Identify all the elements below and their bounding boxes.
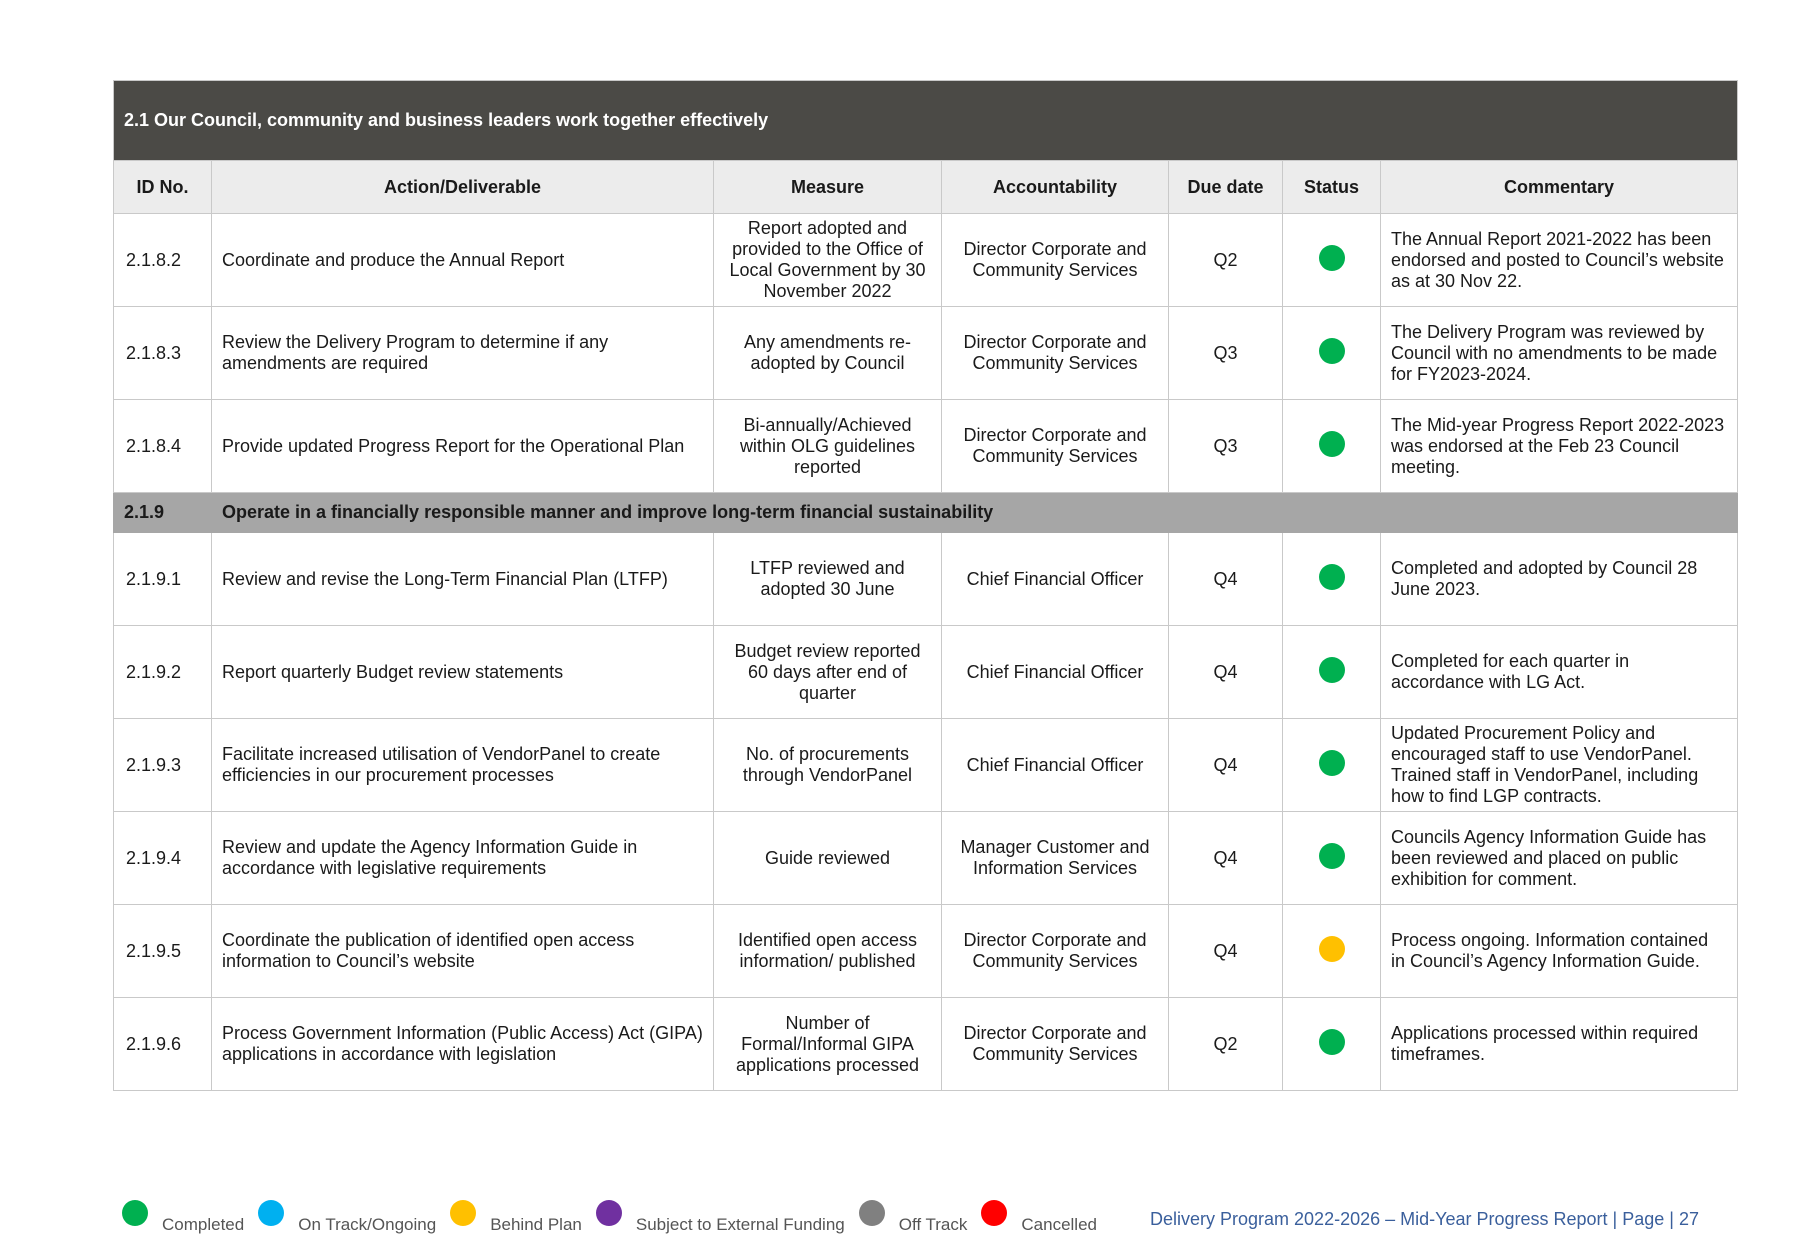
- cell-id: 2.1.8.2: [114, 214, 212, 307]
- section-id: 2.1.9: [114, 493, 212, 533]
- cell-id: 2.1.8.3: [114, 307, 212, 400]
- cell-action: Review and update the Agency Information Guide in accordance with legislative requirements: [212, 812, 714, 905]
- cell-accountability: Chief Financial Officer: [942, 719, 1169, 812]
- cell-measure: No. of procurements through VendorPanel: [714, 719, 942, 812]
- cell-measure: Report adopted and provided to the Office of Local Government by 30 November 2022: [714, 214, 942, 307]
- cell-commentary: Councils Agency Information Guide has been reviewed and placed on public exhibition for comment.: [1381, 812, 1738, 905]
- cell-due-date: Q4: [1169, 905, 1283, 998]
- cell-measure: Identified open access information/ published: [714, 905, 942, 998]
- cell-action: Report quarterly Budget review statements: [212, 626, 714, 719]
- status-dot-icon: [1319, 843, 1345, 869]
- cell-accountability: Chief Financial Officer: [942, 533, 1169, 626]
- legend-label: Behind Plan: [490, 1215, 582, 1234]
- table-row: [114, 626, 1738, 719]
- cell-accountability: Director Corporate and Community Services: [942, 998, 1169, 1091]
- cell-due-date: Q3: [1169, 307, 1283, 400]
- cell-commentary: Completed for each quarter in accordance with LG Act.: [1381, 626, 1738, 719]
- cell-id: 2.1.9.6: [114, 998, 212, 1091]
- progress-table: [113, 80, 1738, 1091]
- cell-action: Coordinate and produce the Annual Report: [212, 214, 714, 307]
- table-header-row: [114, 161, 1738, 214]
- cell-measure: Any amendments re-adopted by Council: [714, 307, 942, 400]
- legend-label: Subject to External Funding: [635, 1215, 845, 1234]
- cell-action: Facilitate increased utilisation of VendorPanel to create efficiencies in our procurement processes: [212, 719, 714, 812]
- cell-status: [1283, 214, 1381, 307]
- cell-due-date: Q2: [1169, 998, 1283, 1091]
- legend-dot-icon: [258, 1200, 284, 1226]
- status-dot-icon: [1319, 431, 1345, 457]
- cell-measure: Guide reviewed: [714, 812, 942, 905]
- cell-accountability: Director Corporate and Community Services: [942, 214, 1169, 307]
- cell-action: Review and revise the Long-Term Financial Plan (LTFP): [212, 533, 714, 626]
- cell-accountability: Director Corporate and Community Services: [942, 905, 1169, 998]
- cell-due-date: Q4: [1169, 719, 1283, 812]
- table-row: [114, 400, 1738, 493]
- cell-id: 2.1.8.4: [114, 400, 212, 493]
- cell-due-date: Q4: [1169, 533, 1283, 626]
- status-dot-icon: [1319, 1029, 1345, 1055]
- status-dot-icon: [1319, 338, 1345, 364]
- cell-commentary: The Delivery Program was reviewed by Council with no amendments to be made for FY2023-2024.: [1381, 307, 1738, 400]
- cell-due-date: Q4: [1169, 626, 1283, 719]
- rows-group-2-1-9: [114, 533, 1738, 1091]
- table-row: [114, 905, 1738, 998]
- cell-measure: Number of Formal/Informal GIPA applications processed: [714, 998, 942, 1091]
- cell-status: [1283, 905, 1381, 998]
- legend-dot-icon: [859, 1200, 885, 1226]
- cell-status: [1283, 400, 1381, 493]
- header-commentary: Commentary: [1381, 161, 1738, 214]
- legend-dot-icon: [981, 1200, 1007, 1226]
- header-accountability: Accountability: [942, 161, 1169, 214]
- cell-status: [1283, 998, 1381, 1091]
- cell-status: [1283, 307, 1381, 400]
- status-dot-icon: [1319, 657, 1345, 683]
- cell-action: Coordinate the publication of identified open access information to Council’s website: [212, 905, 714, 998]
- table-row: [114, 214, 1738, 307]
- legend-label: Cancelled: [1021, 1215, 1097, 1234]
- table-row: [114, 812, 1738, 905]
- legend-dot-icon: [450, 1200, 476, 1226]
- cell-id: 2.1.9.5: [114, 905, 212, 998]
- cell-id: 2.1.9.2: [114, 626, 212, 719]
- cell-measure: Budget review reported 60 days after end of quarter: [714, 626, 942, 719]
- page-footer: Delivery Program 2022-2026 – Mid-Year Progress Report | Page | 27: [1150, 1209, 1699, 1229]
- cell-action: Provide updated Progress Report for the Operational Plan: [212, 400, 714, 493]
- cell-action: Review the Delivery Program to determine if any amendments are required: [212, 307, 714, 400]
- legend-item: [122, 1208, 244, 1234]
- cell-due-date: Q2: [1169, 214, 1283, 307]
- table-row: [114, 533, 1738, 626]
- cell-due-date: Q3: [1169, 400, 1283, 493]
- legend-item: [596, 1208, 845, 1234]
- cell-status: [1283, 533, 1381, 626]
- legend-item: [258, 1208, 436, 1234]
- table-row: [114, 998, 1738, 1091]
- legend-item: [981, 1208, 1097, 1234]
- cell-accountability: Director Corporate and Community Services: [942, 307, 1169, 400]
- cell-status: [1283, 719, 1381, 812]
- legend-item: [859, 1208, 968, 1234]
- cell-id: 2.1.9.4: [114, 812, 212, 905]
- table-row: [114, 719, 1738, 812]
- legend-item: [450, 1208, 582, 1234]
- cell-commentary: Completed and adopted by Council 28 June 2023.: [1381, 533, 1738, 626]
- cell-accountability: Chief Financial Officer: [942, 626, 1169, 719]
- table-row: [114, 307, 1738, 400]
- cell-action: Process Government Information (Public Access) Act (GIPA) applications in accordance with legislation: [212, 998, 714, 1091]
- progress-report-sheet: [113, 80, 1737, 1091]
- status-dot-icon: [1319, 564, 1345, 590]
- legend-label: On Track/Ongoing: [298, 1215, 437, 1234]
- status-dot-icon: [1319, 750, 1345, 776]
- header-measure: Measure: [714, 161, 942, 214]
- header-due-date: Due date: [1169, 161, 1283, 214]
- cell-commentary: The Annual Report 2021-2022 has been endorsed and posted to Council’s website as at 30 Nov 22.: [1381, 214, 1738, 307]
- cell-measure: Bi-annually/Achieved within OLG guidelines reported: [714, 400, 942, 493]
- cell-commentary: Process ongoing. Information contained in Council’s Agency Information Guide.: [1381, 905, 1738, 998]
- cell-status: [1283, 626, 1381, 719]
- status-dot-icon: [1319, 245, 1345, 271]
- header-action: Action/Deliverable: [212, 161, 714, 214]
- status-legend: [122, 1208, 1111, 1234]
- cell-accountability: Manager Customer and Information Services: [942, 812, 1169, 905]
- cell-commentary: The Mid-year Progress Report 2022-2023 was endorsed at the Feb 23 Council meeting.: [1381, 400, 1738, 493]
- legend-label: Off Track: [898, 1215, 968, 1234]
- cell-commentary: Applications processed within required timeframes.: [1381, 998, 1738, 1091]
- section-row: [114, 493, 1738, 533]
- section-group: [114, 493, 1738, 533]
- cell-id: 2.1.9.3: [114, 719, 212, 812]
- header-id: ID No.: [114, 161, 212, 214]
- legend-dot-icon: [122, 1200, 148, 1226]
- cell-commentary: Updated Procurement Policy and encouraged staff to use VendorPanel. Trained staff in VendorPanel, including how to find LGP contracts.: [1381, 719, 1738, 812]
- table-title: 2.1 Our Council, community and business leaders work together effectively: [114, 81, 1738, 161]
- status-dot-icon: [1319, 936, 1345, 962]
- table-title-row: [114, 81, 1738, 161]
- cell-due-date: Q4: [1169, 812, 1283, 905]
- cell-id: 2.1.9.1: [114, 533, 212, 626]
- cell-status: [1283, 812, 1381, 905]
- header-status: Status: [1283, 161, 1381, 214]
- rows-group-2-1-8: [114, 214, 1738, 493]
- legend-dot-icon: [596, 1200, 622, 1226]
- legend-label: Completed: [162, 1215, 245, 1234]
- section-title: Operate in a financially responsible manner and improve long-term financial sustainability: [212, 493, 1738, 533]
- cell-measure: LTFP reviewed and adopted 30 June: [714, 533, 942, 626]
- cell-accountability: Director Corporate and Community Services: [942, 400, 1169, 493]
